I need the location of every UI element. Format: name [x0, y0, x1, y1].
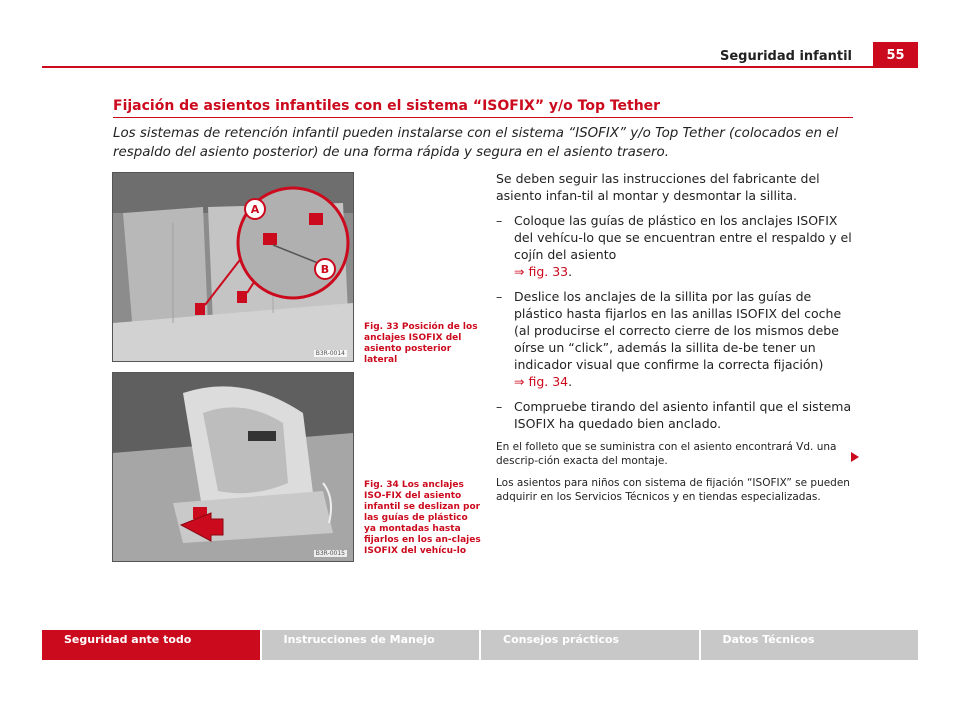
tab-datos[interactable]: Datos Técnicos — [701, 630, 919, 660]
figure-33-caption: Fig. 33 Posición de los anclajes ISOFIX del asiento posterior lateral — [364, 322, 478, 365]
figure-33-tag: B3R-0014 — [315, 350, 345, 357]
figure-33-image — [112, 172, 354, 362]
title-rule — [113, 117, 853, 118]
tab-instrucciones[interactable]: Instrucciones de Manejo — [262, 630, 480, 660]
footer-tabs — [42, 630, 918, 660]
continue-arrow-icon — [851, 452, 859, 462]
figure-34-image — [112, 372, 354, 562]
figure-33-link[interactable]: ⇒ fig. 33 — [514, 264, 569, 279]
page-number: 55 — [873, 42, 918, 68]
list-item: – Deslice los anclajes de la sillita por las guías de plástico hasta fijarlos en las anillas ISOFIX del coche (al producirse el correcto cierre de los mismos debe oírse un “click”, además la sillita de-be tener un indicador visual que confirme la correcta fijación) ⇒ fig. 34. — [496, 289, 842, 389]
figure-34-link[interactable]: ⇒ fig. 34 — [514, 374, 569, 389]
header-rule — [42, 66, 918, 68]
list-item: – Compruebe tirando del asiento infantil que el sistema ISOFIX ha quedado bien anclado. — [496, 399, 852, 431]
figure-34-tag: B3R-0015 — [315, 550, 345, 557]
label-a: A — [250, 203, 260, 216]
section-intro: Los sistemas de retención infantil pueden instalarse con el sistema “ISOFIX” y/o Top Tether (colocados en el respaldo del asiento posterior) de una forma rápida y segura en el asiento trasero. — [113, 126, 839, 160]
running-title: Seguridad infantil — [719, 49, 852, 64]
tab-seguridad[interactable]: Seguridad ante todo — [42, 630, 260, 660]
body-text — [496, 170, 854, 512]
label-b: B — [320, 263, 330, 276]
note-paragraph: En el folleto que se suministra con el asiento encontrará Vd. una descrip-ción exacta del montaje. — [496, 441, 837, 467]
lead-paragraph: Se deben seguir las instrucciones del fabricante del asiento infan-til al montar y desmontar la sillita. — [496, 171, 820, 203]
tab-consejos[interactable]: Consejos prácticos — [481, 630, 699, 660]
list-item: – Coloque las guías de plástico en los anclajes ISOFIX del vehícu-lo que se encuentran entre el respaldo y el cojín del asiento ⇒ fig. 33. — [496, 213, 852, 279]
section-title: Fijación de asientos infantiles con el sistema “ISOFIX” y/o Top Tether — [113, 98, 661, 114]
figure-34-caption: Fig. 34 Los anclajes ISO-FIX del asiento infantil se deslizan por las guías de plástico ya montadas hasta fijarlos en los an-clajes ISOFIX del vehícu-lo — [364, 480, 481, 556]
note-paragraph: Los asientos para niños con sistema de fijación “ISOFIX” se pueden adquirir en los Servicios Técnicos y en tiendas especializadas. — [496, 477, 850, 503]
